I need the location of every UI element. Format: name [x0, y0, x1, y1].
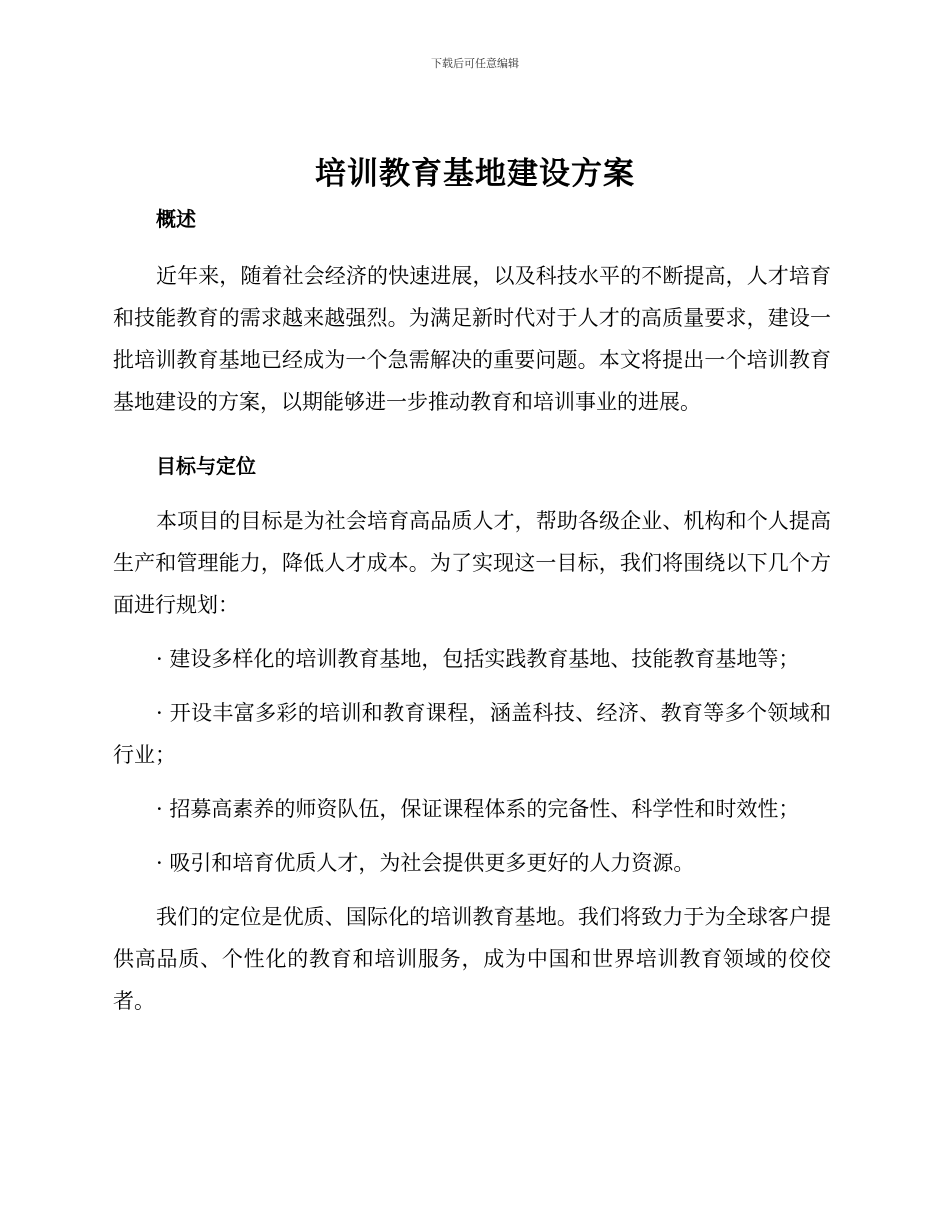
bullet-item: · 吸引和培育优质人才，为社会提供更多更好的人力资源。 [156, 851, 695, 875]
document-body [113, 200, 831, 1022]
bullet-item: · 招募高素养的师资队伍，保证课程体系的完备性、科学性和时效性； [156, 797, 800, 821]
goals-intro-paragraph: 本项目的目标是为社会培育高品质人才，帮助各级企业、机构和个人提高生产和管理能力，降低人才成本。为了实现这一目标，我们将围绕以下几个方面进行规划： [113, 509, 831, 617]
document-title: 培训教育基地建设方案 [315, 156, 635, 192]
section-overview [113, 200, 831, 423]
overview-paragraph: 近年来，随着社会经济的快速进展，以及科技水平的不断提高，人才培育和技能教育的需求越来越强烈。为满足新时代对于人才的高质量要求，建设一批培训教育基地已经成为一个急需解决的重要问题。本文将提出一个培训教育基地建设的方案，以期能够进一步推动教育和培训事业的进展。 [113, 264, 831, 414]
goals-closing-paragraph: 我们的定位是优质、国际化的培训教育基地。我们将致力于为全球客户提供高品质、个性化的教育和培训服务，成为中国和世界培训教育领域的佼佼者。 [113, 905, 831, 1013]
section-heading-overview: 概述 [156, 207, 196, 231]
section-heading-goals: 目标与定位 [156, 454, 256, 478]
header-note: 下载后可任意编辑 [431, 57, 519, 70]
bullet-item: · 开设丰富多彩的培训和教育课程，涵盖科技、经济、教育等多个领域和行业； [113, 701, 831, 767]
bullet-item: · 建设多样化的培训教育基地，包括实践教育基地、技能教育基地等； [156, 647, 800, 671]
section-goals [113, 447, 831, 1022]
